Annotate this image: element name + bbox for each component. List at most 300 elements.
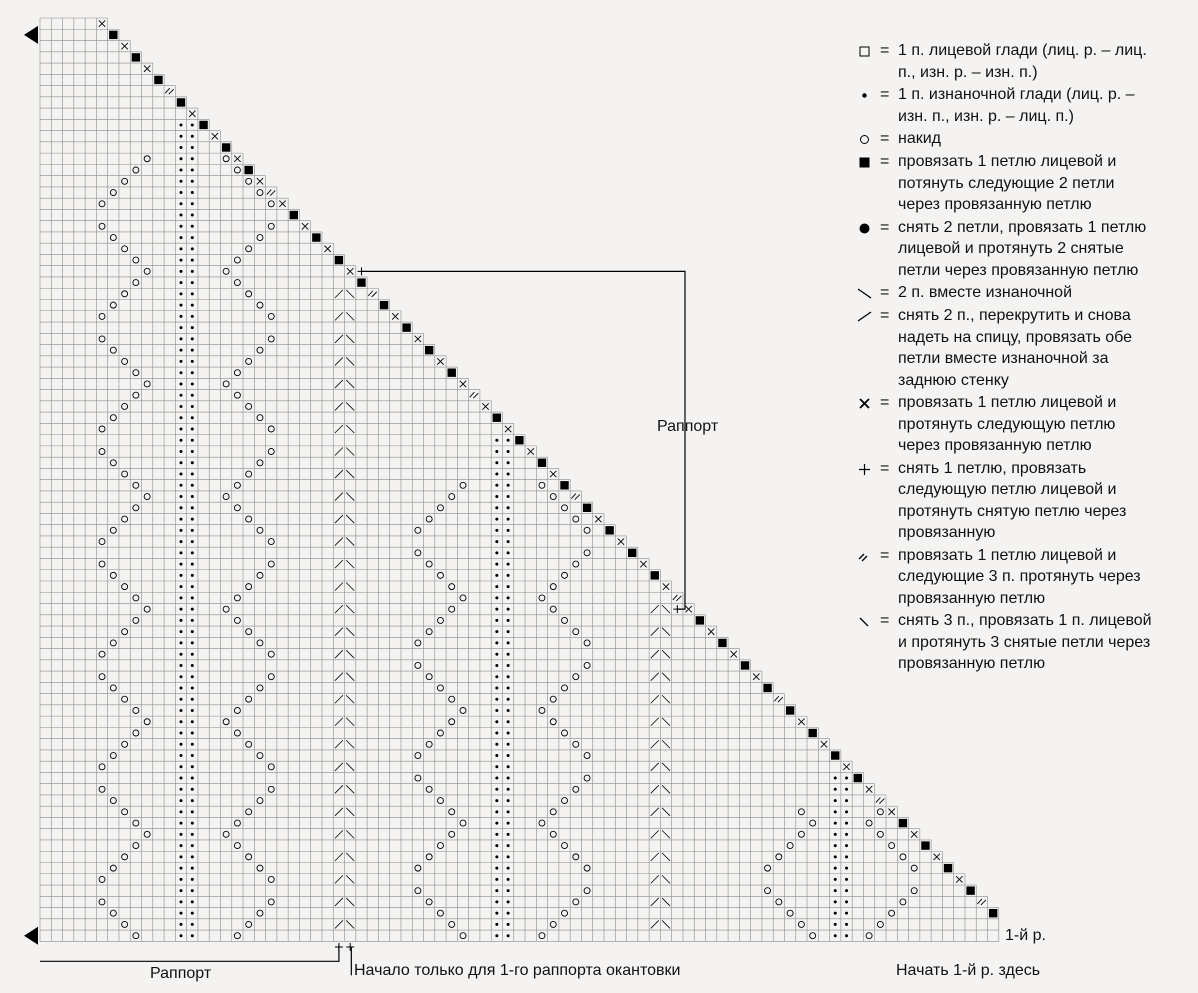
filled-square <box>854 774 862 782</box>
purl-dot <box>191 518 194 521</box>
purl-dot <box>180 619 183 622</box>
yarn-over-circle <box>562 843 568 849</box>
purl-dot <box>191 889 194 892</box>
filled-square <box>538 459 546 467</box>
purl-dot <box>180 405 183 408</box>
yarn-over-circle <box>122 471 128 477</box>
cross-mark <box>550 471 556 477</box>
purl-dot <box>834 844 837 847</box>
yarn-over-circle <box>99 674 105 680</box>
start-here-label: Начать 1-й р. здесь <box>896 962 1041 979</box>
purl-dot <box>180 292 183 295</box>
yarn-over-circle <box>765 865 771 871</box>
backslash-mark <box>346 695 354 703</box>
yarn-over-circle <box>584 775 590 781</box>
yarn-over-circle <box>449 809 455 815</box>
yarn-over-circle <box>426 629 432 635</box>
yarn-over-circle <box>133 617 139 623</box>
yarn-over-circle <box>449 921 455 927</box>
yarn-over-circle <box>99 201 105 207</box>
filled-square <box>290 211 298 219</box>
purl-dot <box>180 484 183 487</box>
yarn-over-circle <box>234 595 240 601</box>
filled-square <box>989 909 997 917</box>
yarn-over-circle <box>584 753 590 759</box>
cross-mark <box>279 201 285 207</box>
legend-item <box>856 305 1196 391</box>
yarn-over-circle <box>246 403 252 409</box>
cross-mark <box>527 448 533 454</box>
purl-dot <box>191 236 194 239</box>
yarn-over-circle <box>877 921 883 927</box>
yarn-over-circle <box>234 617 240 623</box>
purl-dot <box>507 608 510 611</box>
yarn-over-circle <box>246 921 252 927</box>
filled-square <box>312 233 320 241</box>
backslash-mark <box>346 312 354 320</box>
yarn-over-circle <box>268 201 274 207</box>
purl-dot <box>507 675 510 678</box>
purl-dot <box>180 146 183 149</box>
symbol-legend <box>856 40 1196 676</box>
purl-dot <box>191 214 194 217</box>
purl-dot <box>180 225 183 228</box>
yarn-over-circle <box>573 561 579 567</box>
purl-dot <box>180 720 183 723</box>
yarn-over-circle <box>99 336 105 342</box>
purl-dot <box>495 529 498 532</box>
yarn-over-circle <box>122 696 128 702</box>
purl-dot <box>495 495 498 498</box>
slash-mark <box>335 875 343 883</box>
purl-dot <box>180 259 183 262</box>
yarn-over-circle <box>246 854 252 860</box>
purl-dot <box>191 157 194 160</box>
purl-dot <box>180 630 183 633</box>
purl-dot <box>507 473 510 476</box>
purl-dot <box>180 450 183 453</box>
bottom-row-marker <box>24 927 38 945</box>
filled-square <box>244 166 252 174</box>
filled-square <box>628 549 636 557</box>
purl-dot <box>495 867 498 870</box>
purl-dot <box>507 912 510 915</box>
yarn-over-circle <box>234 257 240 263</box>
purl-dot <box>507 777 510 780</box>
purl-dot <box>180 427 183 430</box>
cross-mark <box>234 156 240 162</box>
yarn-over-circle <box>562 798 568 804</box>
purl-dot <box>180 889 183 892</box>
slash-mark <box>651 695 659 703</box>
yarn-over-circle <box>550 921 556 927</box>
cross-mark <box>460 381 466 387</box>
yarn-over-circle <box>426 674 432 680</box>
purl-dot <box>191 900 194 903</box>
purl-dot <box>845 934 848 937</box>
purl-dot <box>495 720 498 723</box>
yarn-over-circle <box>133 843 139 849</box>
yarn-over-circle <box>268 786 274 792</box>
yarn-over-circle <box>550 809 556 815</box>
yarn-over-circle <box>133 370 139 376</box>
slash-mark <box>335 357 343 365</box>
slash-mark <box>335 830 343 838</box>
purl-dot <box>191 608 194 611</box>
purl-dot <box>507 585 510 588</box>
yarn-over-circle <box>268 561 274 567</box>
filled-square <box>425 346 433 354</box>
filled-square <box>199 121 207 129</box>
circle-icon <box>856 128 880 150</box>
purl-dot <box>191 427 194 430</box>
backslash-mark <box>346 605 354 613</box>
filled-square <box>583 504 591 512</box>
purl-dot <box>495 855 498 858</box>
yarn-over-circle <box>550 494 556 500</box>
purl-dot <box>180 180 183 183</box>
yarn-over-circle <box>776 899 782 905</box>
slash-mark <box>335 650 343 658</box>
purl-dot <box>191 169 194 172</box>
purl-dot <box>191 585 194 588</box>
yarn-over-circle <box>460 933 466 939</box>
purl-dot <box>507 653 510 656</box>
yarn-over-circle <box>246 809 252 815</box>
legend-item <box>856 84 1196 127</box>
yarn-over-circle <box>437 572 443 578</box>
purl-dot <box>180 709 183 712</box>
backslash-mark <box>346 560 354 568</box>
yarn-over-circle <box>415 550 421 556</box>
cross-mark <box>144 65 150 71</box>
purl-dot <box>495 686 498 689</box>
yarn-over-circle <box>539 707 545 713</box>
purl-dot <box>180 777 183 780</box>
yarn-over-circle <box>122 854 128 860</box>
purl-dot <box>834 799 837 802</box>
yarn-over-circle <box>122 809 128 815</box>
slash-mark <box>651 853 659 861</box>
yarn-over-circle <box>234 370 240 376</box>
purl-dot <box>180 191 183 194</box>
purl-dot <box>180 337 183 340</box>
purl-dot <box>180 574 183 577</box>
backslash-mark <box>662 920 670 928</box>
purl-dot <box>507 461 510 464</box>
filled-square <box>515 436 523 444</box>
slash-mark <box>335 718 343 726</box>
purl-dot <box>191 833 194 836</box>
yarn-over-circle <box>415 775 421 781</box>
yarn-over-circle <box>234 505 240 511</box>
cross-mark <box>798 719 804 725</box>
slash-mark <box>651 605 659 613</box>
yarn-over-circle <box>573 899 579 905</box>
slash-mark <box>335 673 343 681</box>
purl-dot <box>180 461 183 464</box>
purl-dot <box>507 518 510 521</box>
purl-dot <box>495 934 498 937</box>
backslash-mark <box>346 785 354 793</box>
backslash-mark <box>346 898 354 906</box>
yarn-over-circle <box>539 820 545 826</box>
purl-dot <box>180 349 183 352</box>
yarn-over-circle <box>234 820 240 826</box>
filled-square <box>966 886 974 894</box>
yarn-over-circle <box>110 527 116 533</box>
purl-dot <box>845 833 848 836</box>
purl-dot <box>191 405 194 408</box>
yarn-over-circle <box>133 167 139 173</box>
purl-dot <box>495 574 498 577</box>
purl-dot <box>507 439 510 442</box>
purl-dot <box>191 450 194 453</box>
cross-mark <box>189 111 195 117</box>
backslash-mark <box>346 515 354 523</box>
legend-equals: = <box>880 459 890 477</box>
yarn-over-circle <box>144 606 150 612</box>
yarn-over-circle <box>223 156 229 162</box>
yarn-over-circle <box>110 640 116 646</box>
legend-item <box>856 545 1196 610</box>
purl-dot <box>180 878 183 881</box>
dot-icon <box>856 84 880 106</box>
legend-item <box>856 128 1196 150</box>
purl-dot <box>180 214 183 217</box>
purl-dot <box>191 180 194 183</box>
yarn-over-circle <box>562 505 568 511</box>
yarn-over-circle <box>246 516 252 522</box>
yarn-over-circle <box>877 809 883 815</box>
purl-dot <box>191 135 194 138</box>
purl-dot <box>180 540 183 543</box>
legend-equals: = <box>880 153 890 170</box>
purl-dot <box>495 900 498 903</box>
cross-mark <box>121 43 127 49</box>
row-one-label: 1-й р. <box>1005 927 1046 944</box>
yarn-over-circle <box>257 460 263 466</box>
purl-dot <box>180 281 183 284</box>
cross-mark <box>821 741 827 747</box>
purl-dot <box>180 518 183 521</box>
purl-dot <box>834 833 837 836</box>
yarn-over-circle <box>889 910 895 916</box>
backslash-icon <box>856 282 880 304</box>
yarn-over-circle <box>110 910 116 916</box>
backslash-mark <box>346 628 354 636</box>
backslash-mark <box>346 718 354 726</box>
yarn-over-circle <box>110 415 116 421</box>
cross-mark <box>99 20 105 26</box>
yarn-over-circle <box>99 313 105 319</box>
purl-dot <box>191 360 194 363</box>
yarn-over-circle <box>437 617 443 623</box>
yarn-over-circle <box>144 494 150 500</box>
yarn-over-circle <box>539 933 545 939</box>
yarn-over-circle <box>787 843 793 849</box>
filled-square <box>493 414 501 422</box>
backslash-mark <box>346 583 354 591</box>
purl-dot <box>191 810 194 813</box>
purl-dot <box>180 822 183 825</box>
purl-dot <box>191 630 194 633</box>
slash-mark <box>335 312 343 320</box>
slash-mark <box>651 830 659 838</box>
yarn-over-circle <box>133 707 139 713</box>
yarn-over-circle <box>573 854 579 860</box>
yarn-over-circle <box>122 584 128 590</box>
yarn-over-circle <box>268 764 274 770</box>
yarn-over-circle <box>99 426 105 432</box>
purl-dot <box>191 867 194 870</box>
purl-dot <box>180 867 183 870</box>
purl-dot <box>834 810 837 813</box>
cross-mark <box>482 403 488 409</box>
slash-mark <box>335 785 343 793</box>
purl-dot <box>180 382 183 385</box>
yarn-over-circle <box>223 831 229 837</box>
yarn-over-circle <box>122 629 128 635</box>
yarn-over-circle <box>911 888 917 894</box>
legend-equals: = <box>880 394 890 411</box>
yarn-over-circle <box>257 798 263 804</box>
yarn-over-circle <box>133 595 139 601</box>
filled-square <box>899 819 907 827</box>
yarn-over-circle <box>911 865 917 871</box>
legend-text: провязать 1 петлю лицевой и потянуть следующие 2 петли через провязанную петлю <box>898 153 1117 213</box>
slash-mark <box>651 875 659 883</box>
purl-dot <box>834 788 837 791</box>
yarn-over-circle <box>268 223 274 229</box>
purl-dot <box>191 439 194 442</box>
slash-mark <box>335 583 343 591</box>
purl-dot <box>845 889 848 892</box>
purl-dot <box>834 822 837 825</box>
yarn-over-circle <box>900 854 906 860</box>
yarn-over-circle <box>144 381 150 387</box>
yarn-over-circle <box>437 730 443 736</box>
yarn-over-circle <box>460 595 466 601</box>
purl-dot <box>834 923 837 926</box>
filled-square <box>357 278 365 286</box>
double-slash-icon <box>856 545 880 567</box>
yarn-over-circle <box>437 685 443 691</box>
yarn-over-circle <box>234 167 240 173</box>
yarn-over-circle <box>449 831 455 837</box>
yarn-over-circle <box>257 347 263 353</box>
cross-mark <box>347 268 353 274</box>
slash-mark <box>335 560 343 568</box>
purl-dot <box>191 653 194 656</box>
slash-mark <box>335 628 343 636</box>
purl-dot <box>191 326 194 329</box>
legend-equals: = <box>880 284 890 301</box>
purl-dot <box>180 799 183 802</box>
yarn-over-circle <box>110 347 116 353</box>
purl-dot <box>495 743 498 746</box>
yarn-over-circle <box>460 820 466 826</box>
yarn-over-circle <box>437 910 443 916</box>
purl-dot <box>507 810 510 813</box>
yarn-over-circle <box>562 617 568 623</box>
purl-dot <box>180 495 183 498</box>
yarn-over-circle <box>133 280 139 286</box>
backslash-mark <box>662 763 670 771</box>
purl-dot <box>495 844 498 847</box>
backslash-mark <box>346 425 354 433</box>
purl-dot <box>191 923 194 926</box>
purl-dot <box>495 506 498 509</box>
cross-mark <box>685 606 691 612</box>
purl-dot <box>180 810 183 813</box>
yarn-over-circle <box>562 730 568 736</box>
filled-square <box>718 639 726 647</box>
yarn-over-circle <box>584 640 590 646</box>
cross-mark <box>437 358 443 364</box>
yarn-over-circle <box>246 358 252 364</box>
yarn-over-circle <box>110 798 116 804</box>
yarn-over-circle <box>573 629 579 635</box>
yarn-over-circle <box>110 865 116 871</box>
slash-mark <box>335 740 343 748</box>
plus-mark <box>346 943 354 951</box>
yarn-over-circle <box>133 505 139 511</box>
purl-dot <box>834 777 837 780</box>
purl-dot <box>191 844 194 847</box>
legend-item <box>856 392 1196 457</box>
yarn-over-circle <box>133 820 139 826</box>
purl-dot <box>495 664 498 667</box>
purl-dot <box>845 788 848 791</box>
purl-dot <box>180 934 183 937</box>
purl-dot <box>507 788 510 791</box>
purl-dot <box>180 169 183 172</box>
purl-dot <box>495 619 498 622</box>
purl-dot <box>180 473 183 476</box>
filled-square <box>831 751 839 759</box>
yarn-over-circle <box>584 550 590 556</box>
yarn-over-circle <box>246 584 252 590</box>
purl-dot <box>507 754 510 757</box>
slash-mark <box>651 673 659 681</box>
legend-equals: = <box>880 86 890 103</box>
purl-dot <box>191 371 194 374</box>
slash-mark <box>335 425 343 433</box>
yarn-over-circle <box>99 223 105 229</box>
purl-dot <box>191 123 194 126</box>
backslash-mark <box>662 605 670 613</box>
purl-dot <box>191 788 194 791</box>
cross-mark <box>392 313 398 319</box>
yarn-over-circle <box>144 719 150 725</box>
plus-icon <box>856 458 880 480</box>
purl-dot <box>495 923 498 926</box>
yarn-over-circle <box>268 336 274 342</box>
purl-dot <box>191 641 194 644</box>
purl-dot <box>191 394 194 397</box>
legend-text: снять 2 п., перекрутить и снова надеть на спицу, провязать обе петли вместе изнаночной за заднюю стенку <box>898 307 1132 389</box>
yarn-over-circle <box>765 888 771 894</box>
purl-dot <box>495 563 498 566</box>
purl-dot <box>191 765 194 768</box>
purl-dot <box>191 596 194 599</box>
yarn-over-circle <box>268 651 274 657</box>
yarn-over-circle <box>798 921 804 927</box>
yarn-over-circle <box>257 302 263 308</box>
purl-dot <box>191 754 194 757</box>
purl-dot <box>495 630 498 633</box>
